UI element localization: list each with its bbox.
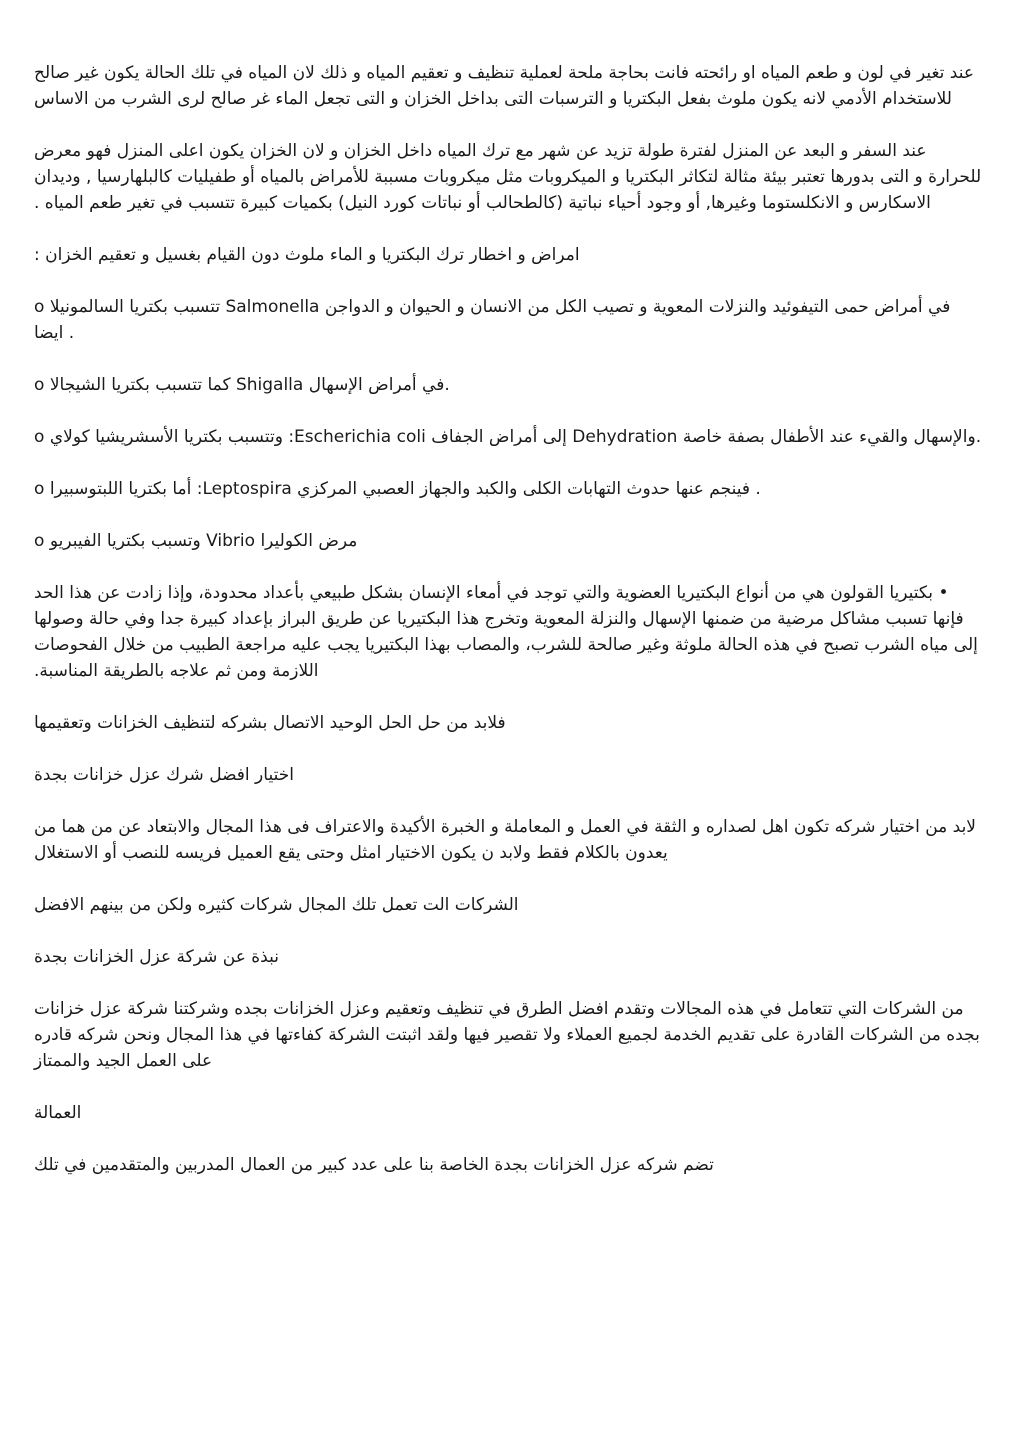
paragraph-workforce: تضم شركه عزل الخزانات بجدة الخاصة بنا على عدد كبير من العمال المدربين والمتقدمين في تلك xyxy=(34,1155,714,1175)
list-item-shigella: o كما تتسبب بكتريا الشيجالا Shigalla في أمراض الإسهال. xyxy=(34,375,450,395)
list-item-vibrio: o وتسبب بكتريا الفيبريو Vibrio مرض الكوليرا xyxy=(34,531,358,551)
paragraph-diseases-heading: امراض و اخطار ترك البكتريا و الماء ملوث دون القيام بغسيل و تعقيم الخزان : xyxy=(34,245,580,265)
list-item-salmonella: o تتسبب بكتريا السالمونيلا Salmonella في أمراض حمى التيفوئيد والنزلات المعوية و تصيب الكل من الانسان و الحيوان و الدواجن ايضا . xyxy=(34,297,951,343)
heading-choose-best-company: اختيار افضل شرك عزل خزانات بجدة xyxy=(34,765,294,785)
list-item-leptospira: o أما بكتريا اللبتوسبيرا :Leptospira فينجم عنها حدوث التهابات الكلى والكبد والجهاز العصبي المركزي . xyxy=(34,479,761,499)
paragraph-about-company: من الشركات التي تتعامل في هذه المجالات وتقدم افضل الطرق في تنظيف وتعقيم وعزل الخزانات بجده وشركتنا شركة عزل خزانات بجده من الشركات القادرة على تقديم الخدمة لجميع العملاء ولا تقصير فيها ولقد اثبتت الشركة كفاءتها في هذا المجال ونحن شركه قادره على العمل الجيد والممتاز xyxy=(34,999,980,1071)
paragraph-only-solution: فلابد من حل الحل الوحيد الاتصال بشركه لتنظيف الخزانات وتعقيمها xyxy=(34,713,506,733)
paragraph-choose-company: لابد من اختيار شركه تكون اهل لصداره و الثقة في العمل و المعاملة و الخبرة الأكيدة والاعتراف فى هذا المجال والابتعاد عن من هما من يعدون بالكلام فقط ولابد ن يكون الاختيار امثل وحتى يقع العميل فريسه للنصب أو الاستغلال xyxy=(34,817,976,863)
paragraph-water-taste-change: عند تغير في لون و طعم المياه او رائحته فانت بحاجة ملحة لعملية تنظيف و تعقيم المياه و ذلك لان المياه في تلك الحالة يكون غير صالح للاستخدام الأدمي لانه يكون ملوث بفعل البكتريا و الترسبات التى بداخل الخزان و التى تجعل الماء غر صالح لرى الشرب من الاساس xyxy=(34,63,975,109)
bullet-colon-bacteria: • بكتيريا القولون هي من أنواع البكتيريا العضوية والتي توجد في أمعاء الإنسان بشكل طبيعي بأعداد محدودة، وإذا زادت عن هذا الحد فإنها تسبب مشاكل مرضية من ضمنها الإسهال والنزلة المعوية وتخرج هذا البكتيريا عن طريق البراز بإعداد كبيرة جدا وفي حالة وصولها إلى مياه الشرب تصبح في هذه الحالة ملوثة وغير صالحة للشرب، والمصاب بهذا البكتيريا يجب عليه مراجعة الطبيب من خلال الفحوصات اللازمة ومن ثم علاجه بالطريقة المناسبة. xyxy=(34,583,978,681)
list-item-escherichia-coli: o وتتسبب بكتريا الأسشريشيا كولاي :Escherichia coli إلى أمراض الجفاف Dehydration والإسهال والقيء عند الأطفال بصفة خاصة. xyxy=(34,427,982,447)
heading-about-company: نبذة عن شركة عزل الخزانات بجدة xyxy=(34,947,279,967)
paragraph-many-companies: الشركات الت تعمل تلك المجال شركات كثيره ولكن من بينهم الافضل xyxy=(34,895,519,915)
paragraph-travel-away: عند السفر و البعد عن المنزل لفترة طولة تزيد عن شهر مع ترك المياه داخل الخزان و لان الخزان يكون اعلى المنزل فهو معرض للحرارة و التى بدورها تعتبر بيئة مثالة لتكاثر البكتريا و الميكروبات مثل ميكروبات مسببة للأمراض بالمياه أو طفيليات كالبلهارسيا , وديدان الاسكارس و الانكلستوما وغيرها, أو وجود أحياء نباتية (كالطحالب أو نباتات كورد النيل) بكميات كبيرة تتسبب في تغير طعم المياه . xyxy=(34,141,982,213)
heading-workforce: العمالة xyxy=(34,1103,82,1123)
